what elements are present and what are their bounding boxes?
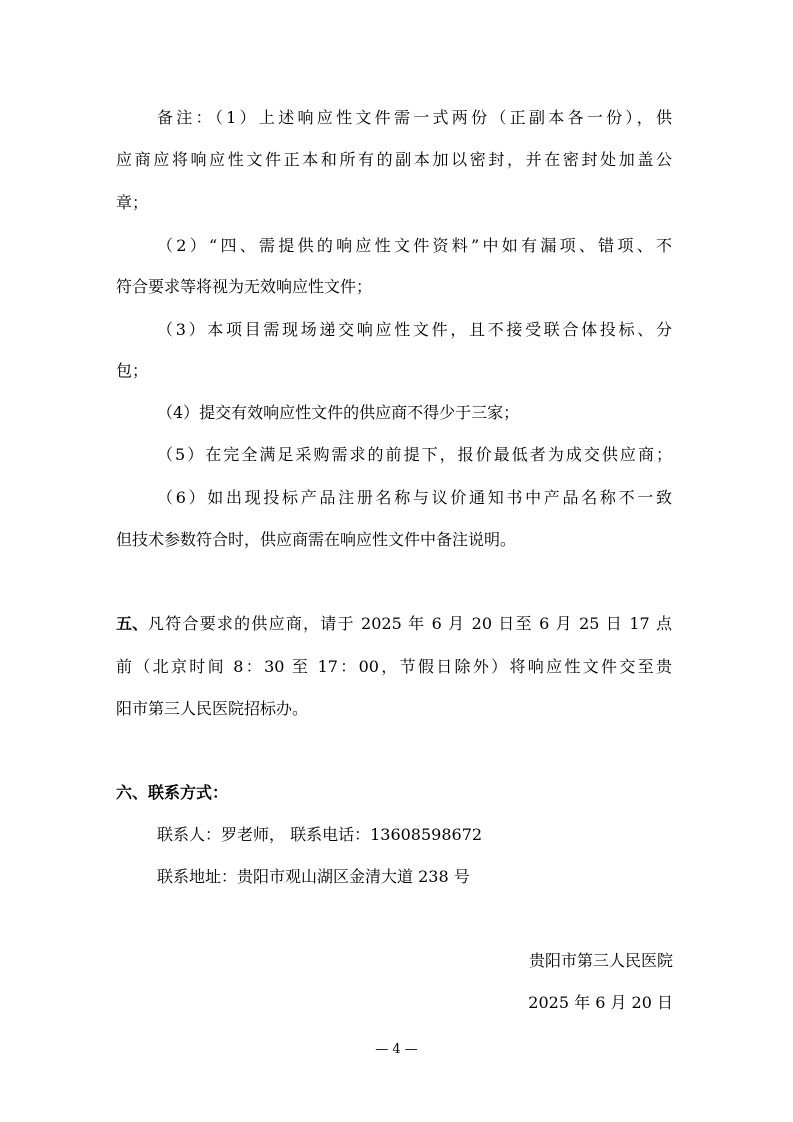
- remark-1-line-3: 章；: [116, 193, 149, 212]
- remark-2-line-1: （2）“四、需提供的响应性文件资料”中如有漏项、错项、不: [157, 236, 672, 255]
- remark-3-line-2: 包；: [116, 361, 149, 380]
- remark-5-line-1: （5）在完全满足采购需求的前提下，报价最低者为成交供应商；: [157, 445, 672, 464]
- remark-6-line-2: 但技术参数符合时，供应商需在响应性文件中备注说明。: [116, 530, 517, 549]
- contact-person-line: 联系人：罗老师， 联系电话：13608598672: [157, 825, 483, 844]
- section-5-line-2: 前（北京时间 8：30 至 17：00，节假日除外）将响应性文件交至贵: [116, 657, 672, 676]
- remark-3-line-1: （3）本项目需现场递交响应性文件，且不接受联合体投标、分: [157, 320, 672, 339]
- section-5-line-1: [116, 614, 672, 634]
- remark-6-line-1: （6）如出现投标产品注册名称与议价通知书中产品名称不一致: [157, 488, 672, 507]
- remark-1-line-2: 应商应将响应性文件正本和所有的副本加以密封，并在密封处加盖公: [116, 150, 672, 169]
- section-5-line-3: 阳市第三人民医院招标办。: [116, 699, 309, 718]
- signature-date: 2025 年 6 月 20 日: [528, 993, 673, 1012]
- remark-4-line-1: （4）提交有效响应性文件的供应商不得少于三家；: [157, 403, 520, 422]
- signature-organization: 贵阳市第三人民医院: [528, 951, 673, 970]
- section-5-text-1: 凡符合要求的供应商，请于 2025 年 6 月 20 日至 6 月 25 日 17 点: [148, 614, 672, 633]
- remark-1-line-1: 备注：（1）上述响应性文件需一式两份（正副本各一份），供: [157, 108, 672, 127]
- section-5-heading: 五、: [116, 614, 149, 633]
- page-number: — 4 —: [375, 1042, 418, 1057]
- contact-address-line: 联系地址：贵阳市观山湖区金清大道 238 号: [157, 867, 470, 886]
- section-6-heading: 六、联系方式：: [116, 783, 229, 802]
- remark-2-line-2: 符合要求等将视为无效响应性文件；: [116, 277, 373, 296]
